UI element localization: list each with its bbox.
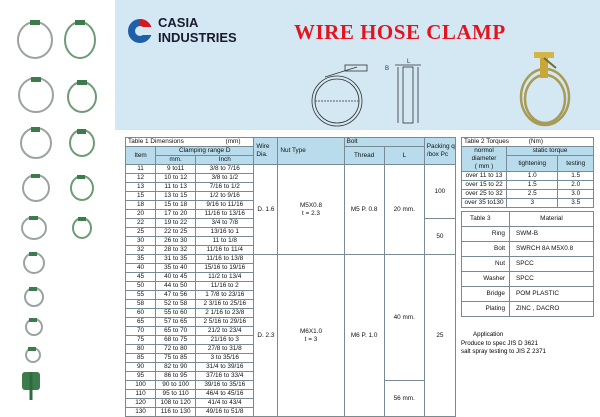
cell-item: 22	[126, 219, 156, 228]
torque-testing: 2.0	[558, 181, 594, 190]
header-wire-line2: Dia.	[256, 151, 268, 158]
table-row	[126, 165, 456, 174]
cell-range-mm: 57 to 65	[156, 318, 196, 327]
cell-item: 120	[126, 399, 156, 408]
material-table	[461, 211, 594, 317]
cell-item: 90	[126, 363, 156, 372]
cell-item: 13	[126, 183, 156, 192]
cell-range-mm: 11 to 13	[156, 183, 196, 192]
cell-range-inch: 46/4 to 45/16	[196, 390, 254, 399]
nut-size: M6X1.0	[299, 327, 322, 335]
cell-packing: 100	[424, 165, 455, 219]
torque-tightening: 3	[507, 199, 558, 208]
cell-range-inch: 3/4 to 7/8	[196, 219, 254, 228]
table2-caption-unit: (Nm)	[528, 138, 543, 145]
cell-item: 35	[126, 255, 156, 264]
header-packing-line1: Packing q	[426, 143, 455, 150]
table-row	[462, 181, 594, 190]
cell-item: 130	[126, 408, 156, 417]
cell-range-mm: 22 to 25	[156, 228, 196, 237]
cell-range-inch: 21/2 to 23/4	[196, 327, 254, 336]
application-notes	[461, 331, 594, 357]
cell-range-mm: 75 to 85	[156, 354, 196, 363]
header-packing	[424, 138, 455, 165]
nut-thickness: t = 2.3	[302, 209, 320, 217]
cell-item: 100	[126, 381, 156, 390]
material-part: Nut	[462, 257, 510, 272]
header-normol-diameter	[462, 147, 507, 172]
company-logo-icon	[127, 18, 153, 44]
cell-range-mm: 90 to 100	[156, 381, 196, 390]
material-part: Bolt	[462, 242, 510, 257]
header-wire	[254, 138, 278, 165]
header-thread: Thread	[344, 147, 384, 165]
cell-range-inch: 37/16 to 33/4	[196, 372, 254, 381]
cell-range-inch: 2 5/16 to 29/16	[196, 318, 254, 327]
table-row	[462, 302, 594, 317]
cell-item: 75	[126, 336, 156, 345]
cell-item: 18	[126, 201, 156, 210]
cell-range-mm: 10 to 12	[156, 174, 196, 183]
cell-range-mm: 55 to 60	[156, 309, 196, 318]
cell-item: 11	[126, 165, 156, 174]
table2-caption-text: Table 2 Torques	[464, 138, 510, 145]
cell-range-mm: 47 to 56	[156, 291, 196, 300]
application-line2: salt spray testing to JIS Z 2371	[461, 348, 546, 355]
cell-item: 40	[126, 264, 156, 273]
nut-size: M5X0.8	[299, 201, 322, 209]
header-packing-line2: /box Pc	[426, 151, 449, 158]
cell-length: 40 mm.	[384, 255, 424, 381]
cell-range-inch: 11/16 to 13/16	[196, 210, 254, 219]
material-value: SWM-B	[510, 227, 594, 242]
cell-range-inch: 11/16 to 13/8	[196, 255, 254, 264]
header-mm: mm.	[156, 156, 196, 165]
cell-range-mm: 9 to11	[156, 165, 196, 174]
cell-range-mm: 40 to 45	[156, 273, 196, 282]
cell-range-inch: 1/2 to 9/16	[196, 192, 254, 201]
cell-range-mm: 65 to 70	[156, 327, 196, 336]
table-row	[462, 190, 594, 199]
header-static-torque: static torque	[507, 147, 594, 156]
dimensions-table	[125, 137, 456, 417]
cell-item: 30	[126, 237, 156, 246]
cell-item: 50	[126, 282, 156, 291]
cell-range-inch: 11/2 to 13/4	[196, 273, 254, 282]
cell-range-mm: 116 to 130	[156, 408, 196, 417]
header-nut-type: Nut Type	[278, 138, 344, 165]
cell-range-mm: 72 to 80	[156, 345, 196, 354]
application-line1: Produce to spec JIS D 3621	[461, 339, 539, 347]
torque-diameter: over 15 to 22	[462, 181, 507, 190]
table-row	[462, 227, 594, 242]
material-value: POM PLASTIC	[510, 287, 594, 302]
torque-testing: 1.5	[558, 172, 594, 181]
cell-item: 70	[126, 327, 156, 336]
cell-item: 12	[126, 174, 156, 183]
cell-item: 55	[126, 291, 156, 300]
cell-item: 60	[126, 309, 156, 318]
header-testing: testing	[558, 156, 594, 172]
torque-diameter: over 11 to 13	[462, 172, 507, 181]
table-row	[462, 272, 594, 287]
cell-range-inch: 3/8 to 1/2	[196, 174, 254, 183]
table-row	[462, 287, 594, 302]
clamp-technical-drawing	[295, 55, 445, 130]
company-name	[158, 15, 237, 45]
header-item: Item	[126, 147, 156, 165]
cell-range-inch: 39/16 to 35/16	[196, 381, 254, 390]
cell-thread: M5 P. 0.8	[344, 165, 384, 255]
cell-range-mm: 52 to 58	[156, 300, 196, 309]
cell-range-inch: 31/4 to 39/16	[196, 363, 254, 372]
cell-range-mm: 95 to 110	[156, 390, 196, 399]
cell-range-inch: 11/16 to 2	[196, 282, 254, 291]
table-row	[462, 172, 594, 181]
header-mm-unit: ( mm )	[474, 163, 494, 170]
material-part: Washer	[462, 272, 510, 287]
drawing-label-l: L	[407, 59, 411, 65]
cell-item: 25	[126, 228, 156, 237]
cell-range-inch: 41/4 to 43/4	[196, 399, 254, 408]
torque-testing: 3.5	[558, 199, 594, 208]
cell-item: 45	[126, 273, 156, 282]
header-wire-line1: Wire	[256, 143, 270, 150]
table-row	[126, 255, 456, 264]
header-inch: Inch	[196, 156, 254, 165]
table1-caption	[126, 138, 254, 147]
cell-thread: M6 P. 1.0	[344, 255, 384, 417]
header-normol: normol	[474, 147, 494, 154]
wire-clamp-images	[0, 0, 115, 404]
cell-length: 56 mm.	[384, 381, 424, 417]
cell-range-inch: 2 3/16 to 25/16	[196, 300, 254, 309]
cell-range-inch: 11 to 1/8	[196, 237, 254, 246]
cell-item: 95	[126, 372, 156, 381]
header-l: L	[384, 147, 424, 165]
torque-testing: 3.0	[558, 190, 594, 199]
drawing-label-b: B	[385, 66, 390, 72]
cell-range-inch: 3/8 to 7/16	[196, 165, 254, 174]
header-tightening: tightening	[507, 156, 558, 172]
cell-wire-dia: D. 1.6	[254, 165, 278, 255]
cell-range-inch: 7/16 to 1/2	[196, 183, 254, 192]
table2-caption	[462, 138, 594, 147]
cell-range-inch: 15/16 to 19/16	[196, 264, 254, 273]
torque-tightening: 2.5	[507, 190, 558, 199]
cell-range-mm: 68 to 75	[156, 336, 196, 345]
table-row	[462, 257, 594, 272]
material-part: Ring	[462, 227, 510, 242]
company-name-line2: INDUSTRIES	[158, 30, 237, 45]
table3-caption-material: Material	[510, 212, 594, 227]
cell-range-inch: 21/16 to 3	[196, 336, 254, 345]
product-photos	[0, 0, 115, 404]
table1-caption-unit: (mm)	[225, 138, 241, 145]
application-title: Application	[473, 331, 504, 338]
cell-item: 85	[126, 354, 156, 363]
cell-item: 32	[126, 246, 156, 255]
cell-item: 110	[126, 390, 156, 399]
cell-range-mm: 13 to 15	[156, 192, 196, 201]
cell-range-inch: 3 to 35/16	[196, 354, 254, 363]
cell-item: 65	[126, 318, 156, 327]
cell-range-mm: 82 to 90	[156, 363, 196, 372]
cell-wire-dia: D. 2.3	[254, 255, 278, 417]
cell-range-mm: 19 to 22	[156, 219, 196, 228]
cell-range-mm: 35 to 40	[156, 264, 196, 273]
cell-range-inch: 27/8 to 31/8	[196, 345, 254, 354]
cell-range-mm: 31 to 35	[156, 255, 196, 264]
cell-range-mm: 26 to 30	[156, 237, 196, 246]
cell-range-inch: 1 7/8 to 23/16	[196, 291, 254, 300]
table-row	[462, 242, 594, 257]
material-value: SPCC	[510, 257, 594, 272]
nut-thickness: t = 3	[304, 335, 318, 343]
cell-range-inch: 11/16 to 11/4	[196, 246, 254, 255]
cell-item: 58	[126, 300, 156, 309]
table-row	[462, 199, 594, 208]
table3-caption: Table 3	[462, 212, 510, 227]
material-part: Bridge	[462, 287, 510, 302]
material-value: SPCC	[510, 272, 594, 287]
cell-range-inch: 2 1/16 to 23/8	[196, 309, 254, 318]
cell-length: 20 mm.	[384, 165, 424, 255]
torque-diameter: over 25 to 32	[462, 190, 507, 199]
torque-tightening: 1.0	[507, 172, 558, 181]
table1-caption-text: Table 1 Dimensions	[128, 138, 184, 145]
torques-table	[461, 137, 594, 208]
header-bolt: Bolt	[344, 138, 424, 147]
header-diameter: diameter	[471, 155, 497, 162]
header-clamping-range: Clamping range D	[156, 147, 254, 156]
cell-range-inch: 13/16 to 1	[196, 228, 254, 237]
cell-item: 80	[126, 345, 156, 354]
cell-nut-type	[278, 255, 344, 417]
cell-packing: 50	[424, 219, 455, 255]
material-value: ZINC , DACRO	[510, 302, 594, 317]
torque-tightening: 1.5	[507, 181, 558, 190]
cell-nut-type	[278, 165, 344, 255]
company-name-line1: CASIA	[158, 15, 199, 30]
cell-range-mm: 108 to 120	[156, 399, 196, 408]
cell-range-mm: 17 to 20	[156, 210, 196, 219]
material-part: Plating	[462, 302, 510, 317]
cell-range-mm: 28 to 32	[156, 246, 196, 255]
cell-packing: 25	[424, 255, 455, 417]
cell-item: 20	[126, 210, 156, 219]
product-title: WIRE HOSE CLAMP	[294, 20, 506, 44]
clamp-product-photo	[510, 42, 580, 132]
cell-item: 15	[126, 192, 156, 201]
cell-range-mm: 15 to 18	[156, 201, 196, 210]
cell-range-inch: 9/16 to 11/16	[196, 201, 254, 210]
cell-range-mm: 44 to 50	[156, 282, 196, 291]
cell-range-inch: 49/16 to 51/8	[196, 408, 254, 417]
cell-range-mm: 86 to 95	[156, 372, 196, 381]
material-value: SWRCH 8A M5X0.8	[510, 242, 594, 257]
torque-diameter: over 35 to130	[462, 199, 507, 208]
